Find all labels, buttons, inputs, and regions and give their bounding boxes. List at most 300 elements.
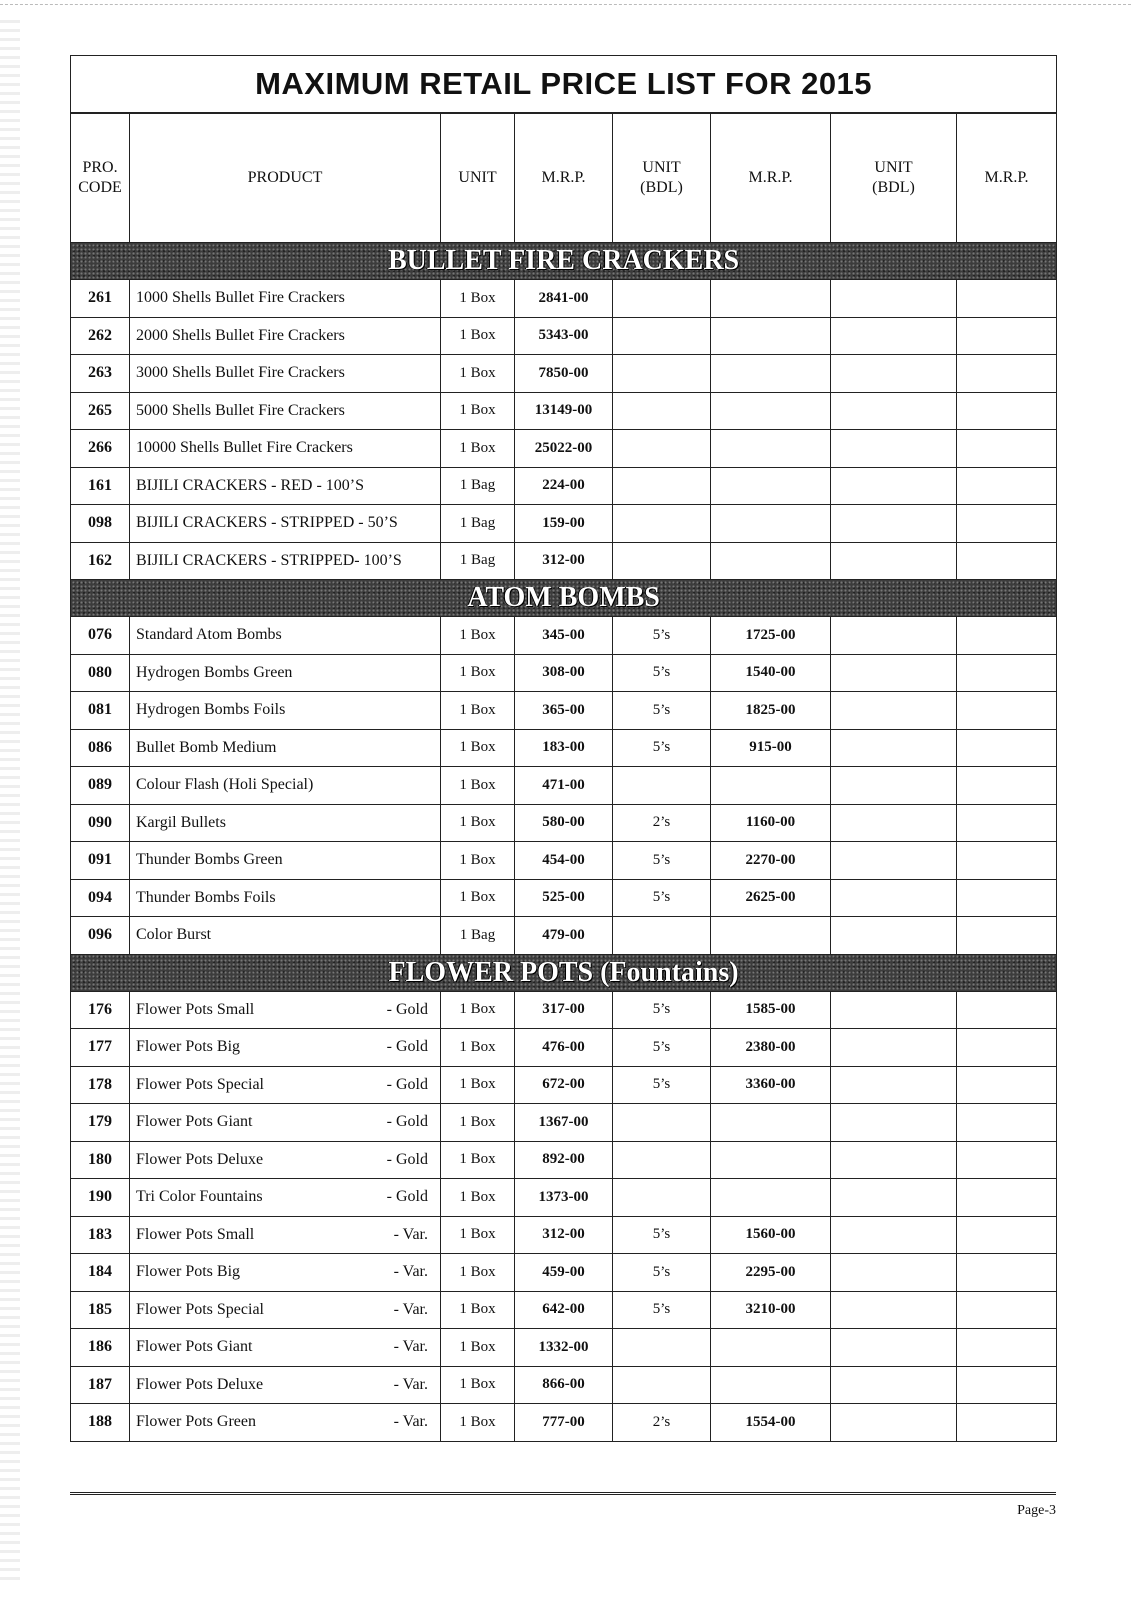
- page-title: MAXIMUM RETAIL PRICE LIST FOR 2015: [71, 56, 1057, 114]
- product-unit: 1 Box: [441, 392, 515, 430]
- product-bdl-mrp: 1554-00: [711, 1404, 831, 1442]
- product-unit: 1 Box: [441, 1104, 515, 1142]
- product-unit-bdl: [613, 1141, 711, 1179]
- header-code-line1: PRO.: [82, 159, 118, 176]
- table-row: [71, 842, 1057, 880]
- product-unit-bdl-2: [831, 879, 957, 917]
- product-name-wrap: [136, 1188, 434, 1206]
- product-bdl-mrp: [711, 1179, 831, 1217]
- product-bdl-mrp-2: [957, 1029, 1057, 1067]
- product-code: 176: [71, 991, 130, 1029]
- product-name-cell: [130, 1329, 441, 1367]
- product-bdl-mrp-2: [957, 1066, 1057, 1104]
- product-name-cell: [130, 467, 441, 505]
- product-name: Standard Atom Bombs: [136, 626, 282, 644]
- product-bdl-mrp-2: [957, 879, 1057, 917]
- product-bdl-mrp-2: [957, 1404, 1057, 1442]
- page-number: Page-3: [1017, 1503, 1056, 1518]
- product-bdl-mrp: 2270-00: [711, 842, 831, 880]
- product-name: Flower Pots Deluxe: [136, 1375, 264, 1393]
- product-name-cell: [130, 654, 441, 692]
- table-row: [71, 1329, 1057, 1367]
- product-bdl-mrp: 2295-00: [711, 1254, 831, 1292]
- product-name-wrap: [136, 1413, 434, 1431]
- product-bdl-mrp-2: [957, 542, 1057, 580]
- product-bdl-mrp-2: [957, 1366, 1057, 1404]
- product-code: 262: [71, 317, 130, 355]
- product-name: Hydrogen Bombs Foils: [136, 701, 286, 719]
- product-name-cell: [130, 355, 441, 393]
- product-name: Flower Pots Small: [136, 1225, 255, 1243]
- product-name-wrap: [136, 1113, 434, 1131]
- table-row: [71, 1366, 1057, 1404]
- product-bdl-mrp-2: [957, 1254, 1057, 1292]
- product-bdl-mrp: 3360-00: [711, 1066, 831, 1104]
- product-mrp: 642-00: [515, 1291, 613, 1329]
- product-name: Thunder Bombs Green: [136, 851, 283, 869]
- product-unit: 1 Box: [441, 654, 515, 692]
- section-header-row: [71, 580, 1057, 617]
- product-bdl-mrp-2: [957, 1141, 1057, 1179]
- product-name: 5000 Shells Bullet Fire Crackers: [136, 401, 345, 419]
- header-code-line2: CODE: [78, 179, 122, 196]
- product-unit: 1 Bag: [441, 505, 515, 543]
- product-unit-bdl: 5’s: [613, 1254, 711, 1292]
- product-code: 081: [71, 692, 130, 730]
- table-row: [71, 879, 1057, 917]
- product-unit-bdl-2: [831, 1254, 957, 1292]
- product-grade: - Var.: [393, 1375, 428, 1393]
- product-name-wrap: [136, 1076, 434, 1094]
- product-unit-bdl: [613, 317, 711, 355]
- product-unit: 1 Box: [441, 767, 515, 805]
- product-unit-bdl: 5’s: [613, 1029, 711, 1067]
- product-bdl-mrp-2: [957, 355, 1057, 393]
- product-name-wrap: [136, 1263, 434, 1281]
- product-unit-bdl: 5’s: [613, 692, 711, 730]
- product-code: 086: [71, 729, 130, 767]
- product-unit: 1 Bag: [441, 467, 515, 505]
- product-name-cell: [130, 1404, 441, 1442]
- product-unit-bdl: 5’s: [613, 991, 711, 1029]
- product-mrp: 866-00: [515, 1366, 613, 1404]
- product-name-cell: [130, 280, 441, 318]
- product-bdl-mrp: [711, 1104, 831, 1142]
- product-unit-bdl: [613, 392, 711, 430]
- header-mrp: M.R.P.: [515, 113, 613, 243]
- product-unit: 1 Bag: [441, 917, 515, 955]
- product-name: Flower Pots Big: [136, 1038, 241, 1056]
- product-grade: - Var.: [393, 1300, 428, 1318]
- product-unit: 1 Box: [441, 1029, 515, 1067]
- section-header-row: [71, 954, 1057, 991]
- product-bdl-mrp: [711, 430, 831, 468]
- product-mrp: 1332-00: [515, 1329, 613, 1367]
- product-code: 089: [71, 767, 130, 805]
- product-grade: - Gold: [386, 1150, 428, 1168]
- product-mrp: 1373-00: [515, 1179, 613, 1217]
- product-name-cell: [130, 804, 441, 842]
- product-grade: - Var.: [393, 1338, 428, 1356]
- product-unit-bdl: 2’s: [613, 804, 711, 842]
- product-name: Flower Pots Giant: [136, 1113, 253, 1131]
- product-name-cell: [130, 1066, 441, 1104]
- product-name-cell: [130, 1141, 441, 1179]
- product-name: Flower Pots Deluxe: [136, 1150, 264, 1168]
- product-code: 185: [71, 1291, 130, 1329]
- product-unit-bdl-2: [831, 392, 957, 430]
- product-mrp: 1367-00: [515, 1104, 613, 1142]
- table-row: [71, 280, 1057, 318]
- product-code: 265: [71, 392, 130, 430]
- product-name: 3000 Shells Bullet Fire Crackers: [136, 364, 345, 382]
- table-row: [71, 917, 1057, 955]
- product-unit-bdl-2: [831, 1329, 957, 1367]
- product-unit: 1 Box: [441, 280, 515, 318]
- product-name: BIJILI CRACKERS - RED - 100’S: [136, 476, 365, 494]
- product-bdl-mrp: 2380-00: [711, 1029, 831, 1067]
- product-mrp: 892-00: [515, 1141, 613, 1179]
- product-unit: 1 Box: [441, 1254, 515, 1292]
- header-mrp-2: M.R.P.: [711, 113, 831, 243]
- table-row: [71, 467, 1057, 505]
- table-row: [71, 654, 1057, 692]
- product-mrp: 476-00: [515, 1029, 613, 1067]
- product-name-cell: [130, 879, 441, 917]
- table-row: [71, 355, 1057, 393]
- header-product: PRODUCT: [130, 113, 441, 243]
- product-code: 076: [71, 617, 130, 655]
- product-unit: 1 Box: [441, 692, 515, 730]
- product-bdl-mrp: 1560-00: [711, 1216, 831, 1254]
- product-name-cell: [130, 505, 441, 543]
- section-title: BULLET FIRE CRACKERS: [71, 243, 1057, 280]
- product-bdl-mrp-2: [957, 1179, 1057, 1217]
- product-name-cell: [130, 1104, 441, 1142]
- table-row: [71, 1029, 1057, 1067]
- product-unit: 1 Box: [441, 1329, 515, 1367]
- price-list-sheet: [70, 55, 1056, 1518]
- product-mrp: 345-00: [515, 617, 613, 655]
- product-name: Flower Pots Giant: [136, 1338, 253, 1356]
- product-bdl-mrp: [711, 1366, 831, 1404]
- product-unit-bdl: [613, 505, 711, 543]
- table-row: [71, 1179, 1057, 1217]
- product-unit-bdl-2: [831, 991, 957, 1029]
- product-name-cell: [130, 430, 441, 468]
- product-bdl-mrp: 915-00: [711, 729, 831, 767]
- product-unit-bdl-2: [831, 317, 957, 355]
- product-unit: 1 Box: [441, 1404, 515, 1442]
- product-name: Flower Pots Green: [136, 1413, 256, 1431]
- header-unit-bdl-1: [613, 113, 711, 243]
- product-bdl-mrp: [711, 467, 831, 505]
- product-name-cell: [130, 1291, 441, 1329]
- product-mrp: 317-00: [515, 991, 613, 1029]
- product-name: 1000 Shells Bullet Fire Crackers: [136, 289, 345, 307]
- product-unit: 1 Box: [441, 842, 515, 880]
- product-name: Thunder Bombs Foils: [136, 888, 276, 906]
- product-bdl-mrp: [711, 917, 831, 955]
- product-bdl-mrp: 3210-00: [711, 1291, 831, 1329]
- product-name: Flower Pots Small: [136, 1000, 255, 1018]
- product-unit-bdl: 5’s: [613, 654, 711, 692]
- table-row: [71, 804, 1057, 842]
- product-bdl-mrp-2: [957, 1216, 1057, 1254]
- product-name-cell: [130, 1179, 441, 1217]
- product-bdl-mrp: 1725-00: [711, 617, 831, 655]
- product-name-cell: [130, 1216, 441, 1254]
- product-name: Flower Pots Special: [136, 1300, 264, 1318]
- product-code: 177: [71, 1029, 130, 1067]
- product-unit: 1 Box: [441, 617, 515, 655]
- product-bdl-mrp-2: [957, 767, 1057, 805]
- product-bdl-mrp: 1160-00: [711, 804, 831, 842]
- product-unit-bdl: 5’s: [613, 1216, 711, 1254]
- product-grade: - Var.: [393, 1263, 428, 1281]
- product-name-wrap: [136, 1001, 434, 1019]
- product-unit: 1 Box: [441, 355, 515, 393]
- product-bdl-mrp-2: [957, 467, 1057, 505]
- header-unit-bdl-2-line1: UNIT: [874, 159, 913, 176]
- price-table: [70, 55, 1057, 1442]
- product-bdl-mrp-2: [957, 842, 1057, 880]
- product-unit: 1 Box: [441, 430, 515, 468]
- product-code: 094: [71, 879, 130, 917]
- table-row: [71, 317, 1057, 355]
- header-code: [71, 113, 130, 243]
- product-unit-bdl-2: [831, 1104, 957, 1142]
- product-bdl-mrp: 2625-00: [711, 879, 831, 917]
- product-unit-bdl-2: [831, 1179, 957, 1217]
- product-code: 162: [71, 542, 130, 580]
- product-code: 090: [71, 804, 130, 842]
- header-row: [71, 113, 1057, 243]
- product-mrp: 2841-00: [515, 280, 613, 318]
- product-name-cell: [130, 1254, 441, 1292]
- table-row: [71, 1254, 1057, 1292]
- product-bdl-mrp: [711, 317, 831, 355]
- product-bdl-mrp-2: [957, 317, 1057, 355]
- product-bdl-mrp-2: [957, 617, 1057, 655]
- product-mrp: 672-00: [515, 1066, 613, 1104]
- product-unit-bdl-2: [831, 804, 957, 842]
- product-name-cell: [130, 617, 441, 655]
- product-name-cell: [130, 842, 441, 880]
- product-mrp: 159-00: [515, 505, 613, 543]
- table-row: [71, 1404, 1057, 1442]
- product-grade: - Var.: [393, 1413, 428, 1431]
- product-code: 261: [71, 280, 130, 318]
- product-unit-bdl: [613, 430, 711, 468]
- header-unit-bdl-2-line2: (BDL): [872, 179, 915, 196]
- product-bdl-mrp: 1540-00: [711, 654, 831, 692]
- product-unit-bdl-2: [831, 430, 957, 468]
- product-name-cell: [130, 542, 441, 580]
- product-bdl-mrp-2: [957, 804, 1057, 842]
- product-mrp: 454-00: [515, 842, 613, 880]
- product-unit-bdl: 5’s: [613, 617, 711, 655]
- product-grade: - Gold: [386, 1000, 428, 1018]
- product-name: Color Burst: [136, 926, 212, 944]
- table-row: [71, 1291, 1057, 1329]
- product-bdl-mrp-2: [957, 729, 1057, 767]
- product-mrp: 479-00: [515, 917, 613, 955]
- product-unit: 1 Box: [441, 1366, 515, 1404]
- product-code: 178: [71, 1066, 130, 1104]
- product-code: 190: [71, 1179, 130, 1217]
- product-name: 10000 Shells Bullet Fire Crackers: [136, 439, 353, 457]
- product-unit-bdl-2: [831, 280, 957, 318]
- product-unit-bdl-2: [831, 1216, 957, 1254]
- product-unit-bdl: [613, 542, 711, 580]
- product-mrp: 471-00: [515, 767, 613, 805]
- product-bdl-mrp-2: [957, 1104, 1057, 1142]
- product-unit-bdl-2: [831, 842, 957, 880]
- product-bdl-mrp: 1585-00: [711, 991, 831, 1029]
- product-unit-bdl: [613, 1104, 711, 1142]
- header-unit-bdl-1-line1: UNIT: [642, 159, 681, 176]
- product-unit: 1 Box: [441, 991, 515, 1029]
- product-name-cell: [130, 317, 441, 355]
- product-unit: 1 Box: [441, 1179, 515, 1217]
- header-unit-bdl-1-line2: (BDL): [640, 179, 683, 196]
- table-row: [71, 505, 1057, 543]
- product-bdl-mrp: [711, 1141, 831, 1179]
- table-row: [71, 430, 1057, 468]
- product-name: 2000 Shells Bullet Fire Crackers: [136, 326, 345, 344]
- product-unit-bdl-2: [831, 1066, 957, 1104]
- product-unit: 1 Box: [441, 1066, 515, 1104]
- product-mrp: 459-00: [515, 1254, 613, 1292]
- page-footer: [70, 1492, 1056, 1518]
- product-grade: - Var.: [393, 1225, 428, 1243]
- product-unit-bdl-2: [831, 917, 957, 955]
- product-unit-bdl-2: [831, 692, 957, 730]
- product-code: 180: [71, 1141, 130, 1179]
- product-grade: - Gold: [386, 1075, 428, 1093]
- product-name: Tri Color Fountains: [136, 1188, 263, 1206]
- product-unit-bdl: [613, 1366, 711, 1404]
- product-unit-bdl: 2’s: [613, 1404, 711, 1442]
- product-unit-bdl: [613, 280, 711, 318]
- table-row: [71, 1141, 1057, 1179]
- product-code: 263: [71, 355, 130, 393]
- product-name-wrap: [136, 1151, 434, 1169]
- product-bdl-mrp-2: [957, 917, 1057, 955]
- product-unit-bdl-2: [831, 1366, 957, 1404]
- product-bdl-mrp-2: [957, 430, 1057, 468]
- product-mrp: 25022-00: [515, 430, 613, 468]
- product-unit-bdl-2: [831, 617, 957, 655]
- product-mrp: 308-00: [515, 654, 613, 692]
- table-row: [71, 1104, 1057, 1142]
- product-unit-bdl-2: [831, 1291, 957, 1329]
- table-row: [71, 1216, 1057, 1254]
- product-unit-bdl: 5’s: [613, 729, 711, 767]
- product-code: 183: [71, 1216, 130, 1254]
- product-name-wrap: [136, 1376, 434, 1394]
- product-mrp: 365-00: [515, 692, 613, 730]
- product-unit-bdl-2: [831, 355, 957, 393]
- product-mrp: 13149-00: [515, 392, 613, 430]
- product-unit: 1 Bag: [441, 542, 515, 580]
- table-row: [71, 692, 1057, 730]
- product-unit-bdl-2: [831, 654, 957, 692]
- product-bdl-mrp-2: [957, 1329, 1057, 1367]
- product-code: 080: [71, 654, 130, 692]
- product-name-wrap: [136, 1338, 434, 1356]
- product-name: Hydrogen Bombs Green: [136, 663, 293, 681]
- product-unit-bdl-2: [831, 729, 957, 767]
- product-code: 188: [71, 1404, 130, 1442]
- product-mrp: 183-00: [515, 729, 613, 767]
- header-mrp-3: M.R.P.: [957, 113, 1057, 243]
- product-name: Colour Flash (Holi Special): [136, 776, 314, 794]
- product-name-cell: [130, 392, 441, 430]
- product-unit-bdl: [613, 767, 711, 805]
- product-unit-bdl-2: [831, 1029, 957, 1067]
- product-bdl-mrp: [711, 767, 831, 805]
- header-unit: UNIT: [441, 113, 515, 243]
- product-grade: - Gold: [386, 1188, 428, 1206]
- product-unit: 1 Box: [441, 729, 515, 767]
- product-code: 266: [71, 430, 130, 468]
- product-mrp: 580-00: [515, 804, 613, 842]
- product-name-cell: [130, 692, 441, 730]
- table-row: [71, 392, 1057, 430]
- product-mrp: 224-00: [515, 467, 613, 505]
- product-unit-bdl-2: [831, 767, 957, 805]
- product-unit-bdl-2: [831, 1404, 957, 1442]
- product-code: 187: [71, 1366, 130, 1404]
- product-unit-bdl-2: [831, 542, 957, 580]
- header-unit-bdl-2: [831, 113, 957, 243]
- product-name-wrap: [136, 1301, 434, 1319]
- product-bdl-mrp-2: [957, 1291, 1057, 1329]
- product-bdl-mrp-2: [957, 654, 1057, 692]
- product-mrp: 5343-00: [515, 317, 613, 355]
- product-unit: 1 Box: [441, 879, 515, 917]
- product-code: 091: [71, 842, 130, 880]
- product-unit-bdl: 5’s: [613, 1066, 711, 1104]
- product-unit-bdl: [613, 467, 711, 505]
- product-bdl-mrp-2: [957, 392, 1057, 430]
- product-name-cell: [130, 767, 441, 805]
- product-name: Kargil Bullets: [136, 813, 226, 831]
- price-table-body: [71, 56, 1057, 1442]
- table-row: [71, 617, 1057, 655]
- product-unit-bdl: 5’s: [613, 1291, 711, 1329]
- product-code: 186: [71, 1329, 130, 1367]
- product-unit-bdl-2: [831, 1141, 957, 1179]
- product-mrp: 312-00: [515, 1216, 613, 1254]
- product-code: 179: [71, 1104, 130, 1142]
- product-bdl-mrp: [711, 1329, 831, 1367]
- product-unit-bdl: 5’s: [613, 842, 711, 880]
- product-unit: 1 Box: [441, 317, 515, 355]
- product-bdl-mrp: [711, 505, 831, 543]
- product-bdl-mrp-2: [957, 505, 1057, 543]
- product-grade: - Gold: [386, 1113, 428, 1131]
- product-grade: - Gold: [386, 1038, 428, 1056]
- product-name: BIJILI CRACKERS - STRIPPED - 50’S: [136, 514, 398, 532]
- scan-top-rule: [0, 4, 1131, 5]
- product-name-cell: [130, 1366, 441, 1404]
- product-name-cell: [130, 917, 441, 955]
- product-name-cell: [130, 1029, 441, 1067]
- product-unit: 1 Box: [441, 1216, 515, 1254]
